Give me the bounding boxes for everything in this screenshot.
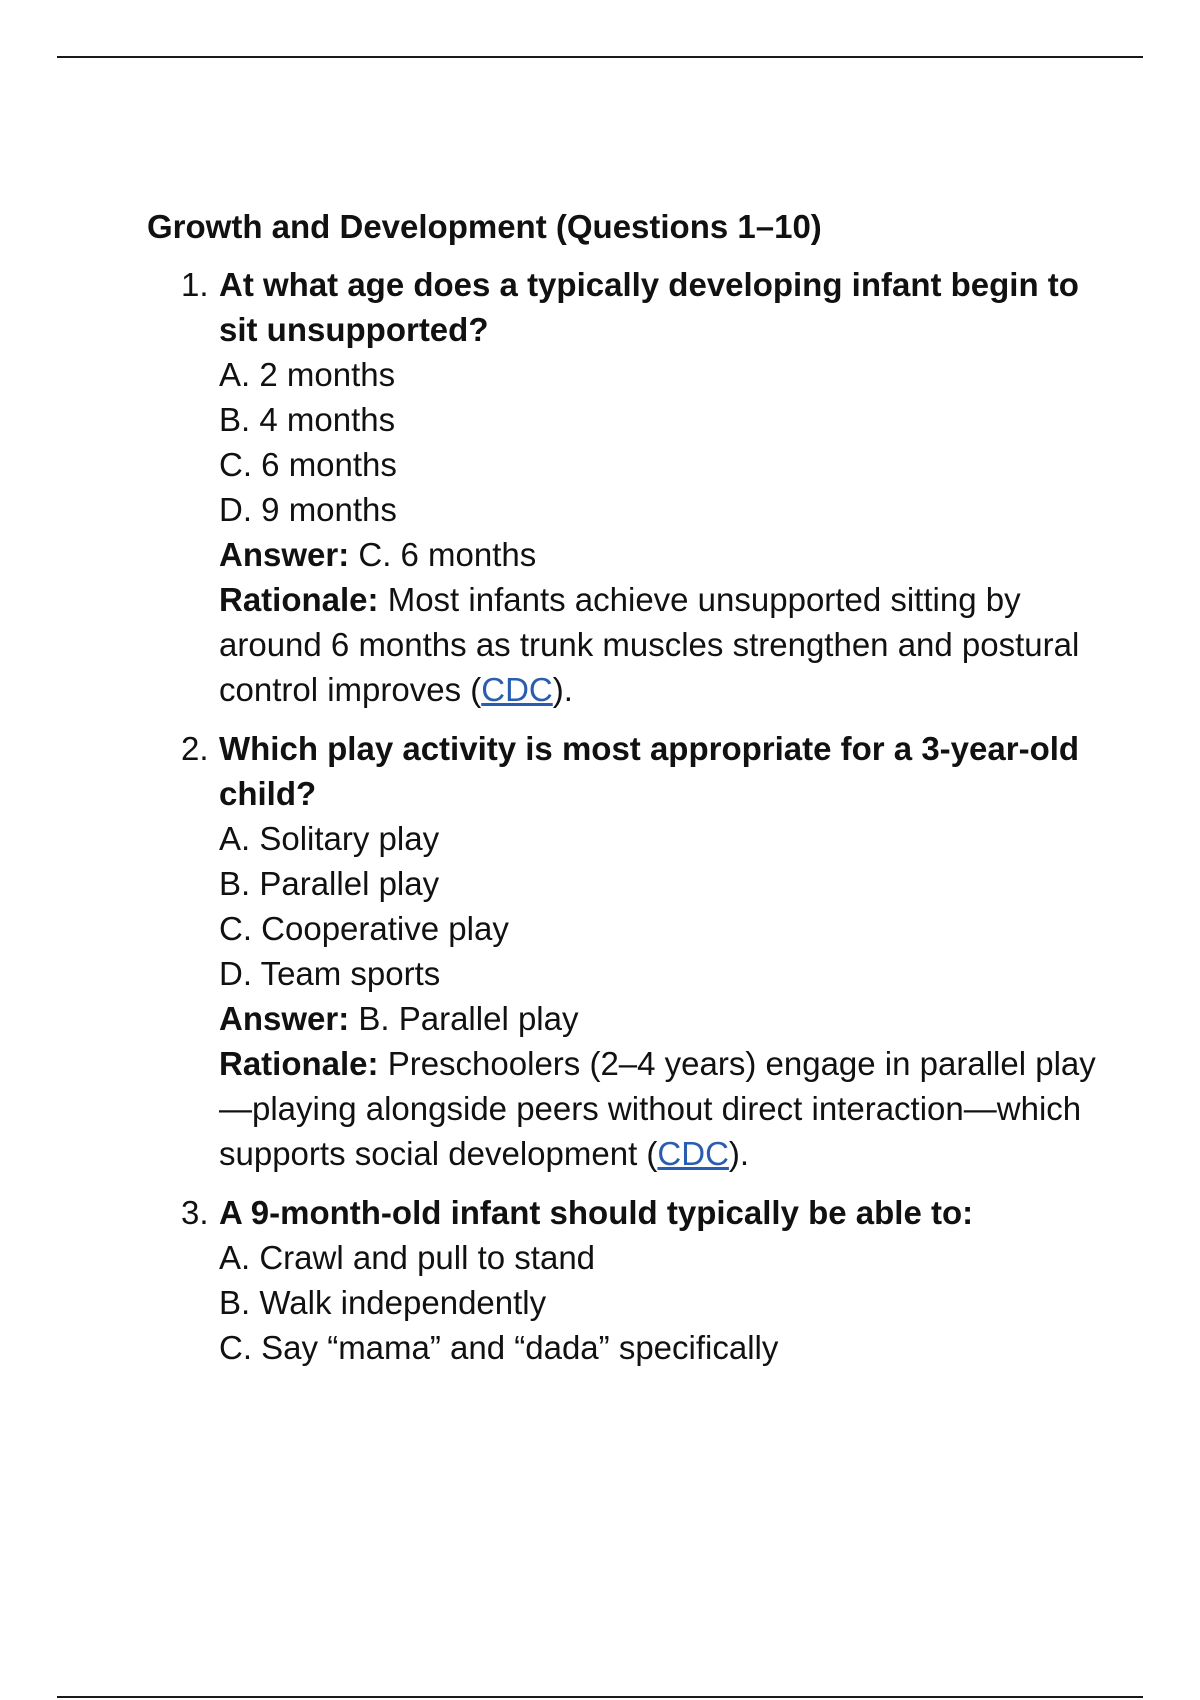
question-3 [147,1190,1107,1370]
bottom-rule [57,1696,1143,1698]
question-text: At what age does a typically developing infant begin to sit unsupported? [219,266,1079,348]
document-body [147,204,1107,1384]
option-c: C. Say “mama” and “dada” specifically [219,1329,779,1366]
rationale-label: Rationale: [219,581,379,618]
option-d: D. Team sports [219,955,441,992]
answer-label: Answer: [219,536,350,573]
top-rule [57,56,1143,58]
answer-value: C. 6 months [349,536,537,573]
rationale [219,577,1107,712]
question-number: 2. [181,730,209,767]
option-b: B. 4 months [219,401,396,438]
question-1 [147,262,1107,712]
answer-label: Answer: [219,1000,350,1037]
option-b: B. Walk independently [219,1284,547,1321]
answer-line [219,532,1107,577]
question-text: A 9-month-old infant should typically be able to: [219,1194,974,1231]
section-title: Growth and Development (Questions 1–10) [147,208,822,245]
question-number: 3. [181,1194,209,1231]
option-c: C. 6 months [219,446,397,483]
rationale-label: Rationale: [219,1045,379,1082]
rationale-text: Most infants achieve unsupported sitting by around 6 months as trunk muscles strengthen and postural control improves ( [219,581,1080,708]
question-text: Which play activity is most appropriate for a 3-year-old child? [219,730,1080,812]
option-c: C. Cooperative play [219,910,509,947]
option-a: A. 2 months [219,356,396,393]
option-d: D. 9 months [219,491,397,528]
cdc-link[interactable]: CDC [481,671,553,708]
answer-value: B. Parallel play [349,1000,579,1037]
rationale-end: ). [552,671,573,708]
rationale-end: ). [728,1135,750,1172]
option-a: A. Solitary play [219,820,440,857]
rationale-text: Preschoolers (2–4 years) engage in parallel play—playing alongside peers without direct interaction—which supports social development ( [219,1045,1096,1172]
answer-line [219,996,1107,1041]
cdc-link[interactable]: CDC [657,1135,729,1172]
option-a: A. Crawl and pull to stand [219,1239,596,1276]
question-number: 1. [181,266,209,303]
option-b: B. Parallel play [219,865,440,902]
rationale [219,1041,1107,1176]
question-2 [147,726,1107,1176]
